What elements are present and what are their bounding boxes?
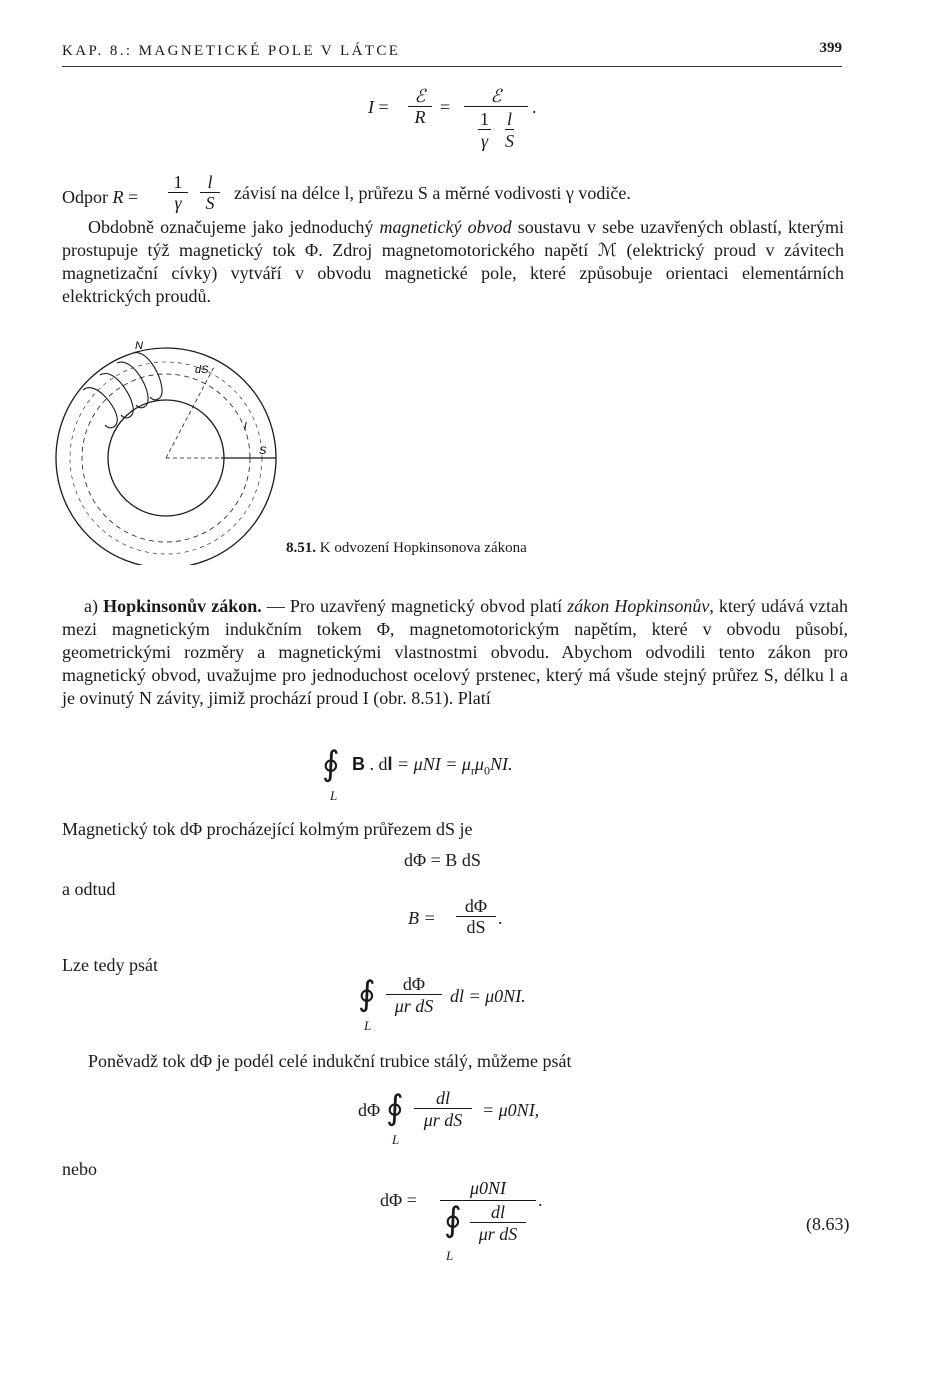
eq-sign: = xyxy=(440,97,451,117)
frac-1-gamma xyxy=(168,172,188,213)
numerator: dl xyxy=(470,1202,526,1223)
subscript: 0 xyxy=(483,763,490,778)
paragraph-ponevadz: Poněvadž tok dΦ je podél celé indukční trubice stálý, můžeme psát xyxy=(88,1051,572,1071)
text: NI. xyxy=(489,754,513,774)
inner-frac xyxy=(470,1202,526,1245)
page-number: 399 xyxy=(819,40,842,56)
paragraph-odtud: a odtud xyxy=(62,879,116,899)
coil-windings xyxy=(83,353,162,428)
integral-limit: L xyxy=(446,1248,454,1263)
section-title: Hopkinsonův zákon. xyxy=(103,596,262,616)
frac xyxy=(414,1088,472,1131)
frac xyxy=(386,974,442,1017)
text: B = xyxy=(408,908,436,928)
text: soustavu v sebe uzavřených oblastí, kterými prostupuje týž magnetický tok Φ. Zdroj magnetomotorického napětí ℳ (elektrický proud v závitech magnetizační cívky) vytváří v obvodu magnetické pole, které způsobuje orientaci elementárních elektrických proudů. xyxy=(62,217,844,306)
contour-integral: ∮ xyxy=(386,1090,404,1127)
subscript: r xyxy=(470,763,475,778)
emf-symbol: ℰ xyxy=(490,86,502,106)
numerator xyxy=(440,1178,536,1198)
equation-integral-2 xyxy=(358,1082,598,1152)
gamma-symbol: γ xyxy=(174,193,182,213)
integral-limit: L xyxy=(392,1132,400,1147)
integral-limit: L xyxy=(364,1018,372,1033)
gamma-symbol: γ xyxy=(480,131,489,151)
text: , který udává vztah mezi magnetickým indukčním tokem Φ, magnetomotorickým napětím, které v obvodu působí, geometrickými rozměry a magnetickými vlastnostmi obvodu. Abychom odvodili tento zákon pro magnetický obvod, uvažujme pro jednoduchost ocelový prstenec, který má všude stejný průřez S, délku l a je ovinutý N závity, jimiž prochází proud I (obr. 8.51). Platí xyxy=(62,596,849,708)
fraction-bar xyxy=(440,1200,536,1201)
paragraph-flux: Magnetický tok dΦ procházející kolmým průřezem dS je xyxy=(62,819,473,839)
B-vector: B xyxy=(352,754,365,774)
S-symbol: S xyxy=(504,131,514,151)
eq-sign: = xyxy=(128,187,139,207)
period: . xyxy=(532,97,537,117)
numerator: dΦ xyxy=(456,896,496,917)
S-symbol: S xyxy=(205,193,215,213)
equation-dphi: dΦ = B dS xyxy=(404,850,481,870)
text: = μNI = μ xyxy=(392,754,471,774)
page-header xyxy=(62,40,842,67)
equation-integral-1 xyxy=(358,968,598,1038)
text: Obdobně označujeme jako jednoduchý xyxy=(88,217,380,237)
equation-ohm xyxy=(368,84,568,164)
frac-emf-R xyxy=(408,86,432,127)
text: Odpor xyxy=(62,187,108,207)
equation-hopkinson xyxy=(380,1172,560,1268)
paragraph-magnetic-circuit xyxy=(62,216,844,308)
frac-l-S xyxy=(200,172,220,213)
denominator: μr dS xyxy=(394,996,434,1016)
numerator: dΦ xyxy=(386,974,442,995)
term-hopkinson-law: zákon Hopkinsonův xyxy=(567,596,710,616)
paragraph-nebo: nebo xyxy=(62,1159,97,1179)
l-vector: l xyxy=(387,754,393,774)
emf-symbol: ℰ xyxy=(414,86,426,106)
caption-text: K odvození Hopkinsonova zákona xyxy=(316,540,527,556)
mu-symbol: μ xyxy=(474,754,484,774)
text: dΦ = xyxy=(380,1190,417,1210)
integral-limit: L xyxy=(330,788,338,803)
l-symbol: l xyxy=(506,109,512,129)
text: dΦ xyxy=(358,1100,381,1120)
period: . xyxy=(498,908,503,928)
figure-toroid xyxy=(55,335,285,565)
frac-dphi-dS xyxy=(456,896,496,937)
frac-emf-compound xyxy=(464,86,528,152)
text: a) xyxy=(84,596,104,616)
equation-ampere xyxy=(322,740,622,806)
radius-line-dS xyxy=(166,365,215,458)
period: . xyxy=(538,1190,543,1210)
term-magnetic-circuit: magnetický obvod xyxy=(379,217,512,237)
text: závisí na délce l, průřezu S a měrné vodivosti γ vodiče. xyxy=(234,183,631,203)
eq-symbol: I xyxy=(368,97,374,117)
text: dl = μ0NI. xyxy=(450,986,526,1006)
equation-number: (8.63) xyxy=(806,1214,850,1234)
paragraph-resistance xyxy=(62,172,852,222)
text: — Pro uzavřený magnetický obvod platí xyxy=(261,596,568,616)
R-symbol: R xyxy=(414,107,426,127)
equation-B xyxy=(408,894,528,944)
label-l: l xyxy=(244,421,247,433)
text: = μ0NI, xyxy=(482,1100,540,1120)
caption-number: 8.51. xyxy=(286,540,316,556)
eq-sign: = xyxy=(378,97,389,117)
contour-integral: ∮ xyxy=(322,746,340,783)
l-symbol: l xyxy=(200,172,220,193)
paragraph-hopkinson xyxy=(62,595,848,710)
paragraph-lze: Lze tedy psát xyxy=(62,955,158,975)
R-symbol: R xyxy=(112,187,124,207)
denominator: dS xyxy=(466,917,486,937)
denominator: μr dS xyxy=(423,1110,463,1130)
outer-ring xyxy=(56,348,276,565)
numerator-text: μ0NI xyxy=(469,1178,507,1198)
num-one: 1 xyxy=(168,172,188,193)
label-dS: dS xyxy=(195,364,209,376)
label-S: S xyxy=(259,445,267,457)
label-N: N xyxy=(135,340,143,352)
running-title: KAP. 8.: MAGNETICKÉ POLE V LÁTCE xyxy=(62,43,401,59)
numerator: dl xyxy=(414,1088,472,1109)
num-one: 1 xyxy=(479,109,489,129)
contour-integral: ∮ xyxy=(358,976,376,1013)
text: . d xyxy=(365,754,388,774)
denominator: μr dS xyxy=(478,1224,518,1244)
figure-caption xyxy=(286,540,527,557)
contour-integral: ∮ xyxy=(444,1202,462,1239)
